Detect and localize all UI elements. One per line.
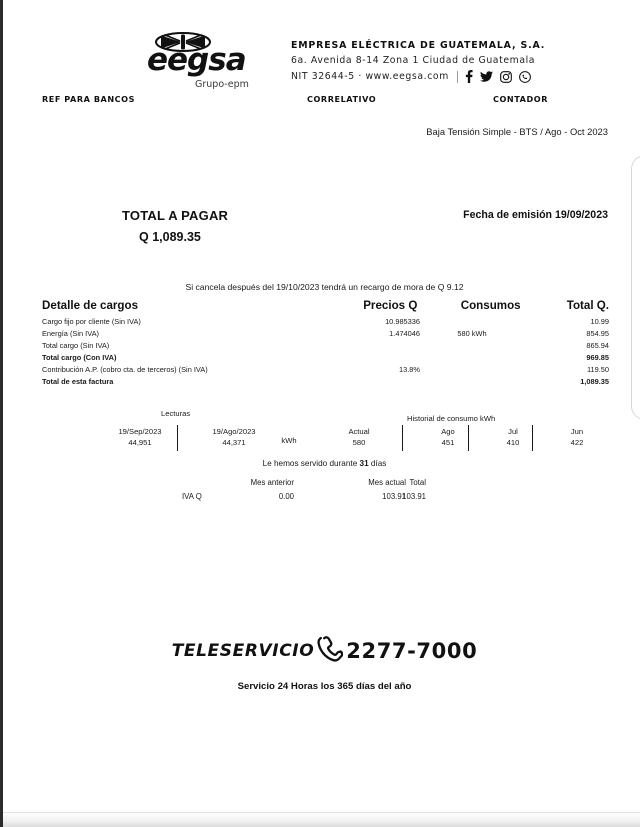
history-month-1-label: Jul — [508, 427, 518, 436]
iva-header-current: Mes actual — [368, 478, 406, 487]
charge-total: 10.99 — [590, 317, 609, 326]
history-month-0-value: 451 — [441, 438, 455, 447]
mora-notice: Si cancela después del 19/10/2023 tendrá un recargo de mora de Q 9.12 — [185, 282, 464, 292]
social-links — [465, 70, 531, 83]
company-info — [291, 40, 621, 83]
historial-label: Historial de consumo kWh — [407, 414, 496, 423]
reading-actual — [324, 426, 394, 448]
iva-total-value: 103.91 — [402, 492, 426, 501]
service-days-count: 31 — [359, 459, 369, 468]
service-days-prefix: Le hemos servido durante — [262, 459, 360, 468]
history-month-0-label: Ago — [441, 427, 455, 436]
readings-divider-1 — [177, 425, 178, 451]
document-footer — [6, 636, 640, 692]
social-divider — [457, 71, 458, 83]
charge-detail: Cargo fijo por cliente (Sin IVA) — [42, 317, 141, 326]
logo-subtitle: Grupo-epm — [195, 79, 249, 90]
company-address: 6a. Avenida 8-14 Zona 1 Ciudad de Guatemala — [291, 55, 536, 66]
service-hours: Servicio 24 Horas los 365 días del año — [237, 681, 412, 692]
document-header — [6, 28, 640, 100]
charge-total: 865.94 — [586, 340, 609, 350]
column-header-precios: Precios Q — [363, 299, 418, 312]
contador-label: CONTADOR — [493, 94, 548, 104]
teleservicio-row — [6, 636, 640, 666]
readings-divider-3 — [468, 425, 469, 451]
tariff-period: Baja Tensión Simple - BTS / Ago - Oct 2023 — [426, 126, 608, 137]
charge-detail: Total cargo (Sin IVA) — [42, 340, 110, 350]
charge-total: 854.95 — [586, 328, 609, 338]
charge-detail: Energía (Sin IVA) — [42, 328, 99, 338]
charge-total: 1,089.35 — [580, 376, 609, 386]
service-days-notice — [6, 459, 640, 468]
reading-unit — [254, 435, 324, 446]
charges-table-body — [42, 316, 609, 388]
correlativo-label: CORRELATIVO — [307, 94, 377, 104]
whatsapp-icon[interactable] — [519, 71, 531, 83]
reading-current — [92, 426, 188, 448]
charge-detail: Total cargo (Con IVA) — [42, 352, 117, 362]
reading-unit-label: kWh — [281, 436, 297, 445]
iva-table — [6, 478, 640, 512]
teleservicio-phone[interactable]: 2277-7000 — [346, 639, 478, 663]
reading-previous-date: 19/Ago/2023 — [212, 427, 256, 436]
fecha-emision: Fecha de emisión 19/09/2023 — [463, 209, 608, 221]
charge-row — [42, 376, 609, 388]
charge-row — [42, 352, 609, 364]
side-panel-edge — [631, 155, 640, 420]
readings-divider-2 — [402, 425, 403, 451]
history-month-0 — [413, 426, 483, 448]
column-header-consumos: Consumos — [460, 299, 521, 312]
iva-row-label: IVA Q — [182, 492, 202, 501]
history-month-2 — [542, 426, 612, 448]
charge-row — [42, 328, 609, 340]
total-a-pagar-label: TOTAL A PAGAR — [122, 208, 229, 223]
history-month-1-value: 410 — [506, 438, 520, 447]
charges-table — [42, 299, 609, 388]
charges-table-header — [42, 299, 609, 316]
company-name: EMPRESA ELÉCTRICA DE GUATEMALA, S.A. — [291, 40, 546, 51]
charge-total: 119.50 — [586, 364, 609, 374]
logo-wordmark: eegsa — [147, 42, 246, 78]
ref-para-bancos-label: REF PARA BANCOS — [42, 94, 135, 104]
charge-detail: Total de esta factura — [42, 376, 114, 386]
charge-total: 969.85 — [586, 352, 609, 362]
twitter-icon[interactable] — [480, 71, 493, 82]
history-month-1 — [478, 426, 548, 448]
history-month-2-label: Jun — [570, 427, 584, 436]
service-days-suffix: días — [368, 459, 387, 468]
charge-price: 13.8% — [399, 364, 420, 374]
instagram-icon[interactable] — [500, 71, 512, 83]
charge-consumption: 580 kWh — [457, 328, 487, 338]
bottom-toolbar — [3, 812, 640, 827]
column-header-total: Total Q. — [566, 299, 610, 312]
history-month-2-value: 422 — [570, 438, 584, 447]
lecturas-label: Lecturas — [161, 409, 191, 418]
charge-row — [42, 364, 609, 376]
charge-row — [42, 316, 609, 328]
iva-current-value: 103.91 — [382, 492, 406, 501]
iva-header-previous: Mes anterior — [250, 478, 294, 487]
total-a-pagar-amount: Q 1,089.35 — [139, 230, 201, 244]
reading-actual-label: Actual — [348, 427, 370, 436]
bank-reference-row — [6, 94, 640, 108]
reading-actual-value: 580 — [352, 438, 366, 447]
charge-detail: Contribución A.P. (cobro cta. de terceros) (Sin IVA) — [42, 364, 208, 374]
iva-header-total: Total — [409, 478, 426, 487]
reading-previous-value: 44,371 — [222, 438, 246, 447]
eegsa-logo — [147, 32, 269, 94]
readings-section — [6, 409, 640, 455]
facebook-icon[interactable] — [465, 70, 473, 83]
phone-icon — [317, 636, 343, 666]
invoice-document — [6, 0, 640, 813]
charge-price: 10.985336 — [385, 317, 420, 326]
column-header-detalle: Detalle de cargos — [42, 299, 139, 312]
teleservicio-label: TELESERVICIO — [171, 641, 315, 661]
charge-price: 1.474046 — [389, 328, 420, 338]
reading-current-value: 44,951 — [128, 438, 152, 447]
company-nit-website: NIT 32644-5 · www.eegsa.com — [291, 71, 449, 82]
iva-previous-value: 0.00 — [278, 492, 294, 501]
readings-divider-4 — [532, 425, 533, 451]
charge-row — [42, 340, 609, 352]
reading-current-date: 19/Sep/2023 — [118, 427, 162, 436]
